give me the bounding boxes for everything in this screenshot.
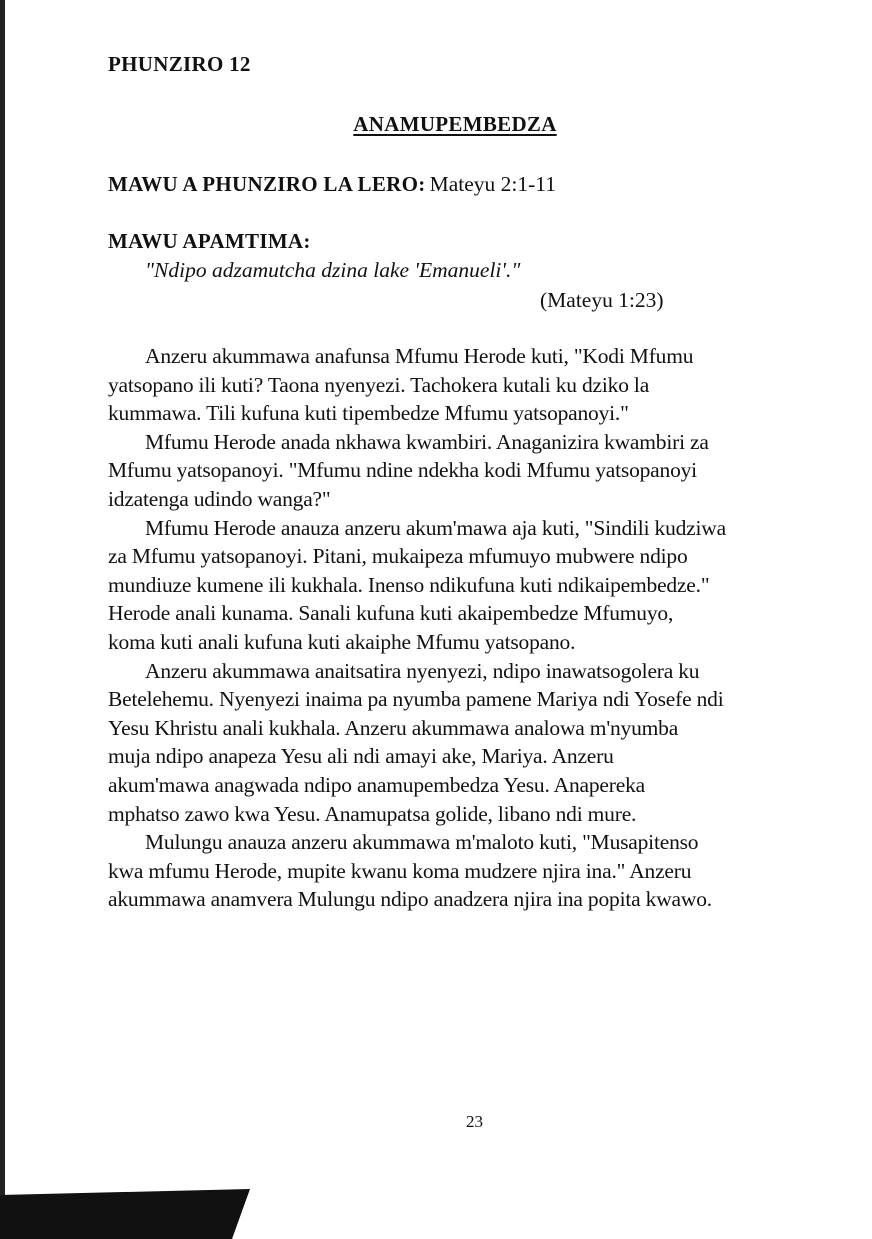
reading-reference: Mateyu 2:1-11 (429, 172, 556, 196)
paragraph-line: za Mfumu yatsopanoyi. Pitani, mukaipeza mfumuyo mubwere ndipo (108, 544, 688, 569)
memory-verse-reference: (Mateyu 1:23) (540, 288, 664, 312)
memory-verse-quote: "Ndipo adzamutcha dzina lake 'Emanueli'." (145, 258, 521, 282)
paragraph-line: mphatso zawo kwa Yesu. Anamupatsa golide, libano ndi mure. (108, 801, 637, 826)
paragraph-line: koma kuti anali kufuna kuti akaiphe Mfumu yatsopano. (108, 630, 576, 654)
page-number: 23 (466, 1112, 483, 1131)
paragraph-line: Herode anali kunama. Sanali kufuna kuti akaipembedze Mfumuyo, (108, 601, 674, 626)
paragraph-line: Mulungu anauza anzeru akummawa m'maloto kuti, "Musapitenso (145, 830, 699, 855)
memory-verse-label: MAWU APAMTIMA: (108, 229, 311, 253)
paragraph-line: Yesu Khristu anali kukhala. Anzeru akummawa analowa m'nyumba (108, 715, 679, 740)
paragraph-line: Mfumu Herode anada nkhawa kwambiri. Anaganizira kwambiri za (145, 429, 709, 454)
lesson-label: PHUNZIRO 12 (108, 52, 251, 76)
paragraph-line: yatsopano ili kuti? Taona nyenyezi. Tachokera kutali ku dziko la (108, 372, 650, 397)
paragraph-line: muja ndipo anapeza Yesu ali ndi amayi ake, Mariya. Anzeru (108, 744, 614, 769)
paragraph-line: akum'mawa anagwada ndipo anamupembedza Yesu. Anapereka (108, 773, 645, 797)
paragraph-line: Anzeru akummawa anaitsatira nyenyezi, ndipo inawatsogolera ku (145, 658, 700, 683)
reading-line (108, 172, 556, 197)
reading-label: MAWU A PHUNZIRO LA LERO: (108, 172, 426, 196)
paragraph-line: Mfumu yatsopanoyi. "Mfumu ndine ndekha kodi Mfumu yatsopanoyi (108, 458, 697, 483)
paragraph-line: Anzeru akummawa anafunsa Mfumu Herode kuti, "Kodi Mfumu (145, 344, 694, 368)
paragraph-line: Betelehemu. Nyenyezi inaima pa nyumba pamene Mariya ndi Yosefe ndi (108, 687, 724, 712)
paragraph-line: mundiuze kumene ili kukhala. Inenso ndikufuna kuti ndikaipembedze." (108, 572, 710, 597)
paragraph-line: Mfumu Herode anauza anzeru akum'mawa aja kuti, "Sindili kudziwa (145, 515, 726, 540)
paragraph-line: akummawa anamvera Mulungu ndipo anadzera njira ina popita kwawo. (108, 887, 712, 912)
scan-corner-shadow (0, 1189, 260, 1239)
scan-left-edge (0, 0, 5, 1239)
paragraph-line: kummawa. Tili kufuna kuti tipembedze Mfumu yatsopanoyi." (108, 401, 629, 426)
paragraph-line: idzatenga udindo wanga?" (108, 487, 331, 511)
paragraph-line: kwa mfumu Herode, mupite kwanu koma mudzere njira ina." Anzeru (108, 858, 692, 883)
page-title: ANAMUPEMBEDZA (353, 112, 557, 136)
